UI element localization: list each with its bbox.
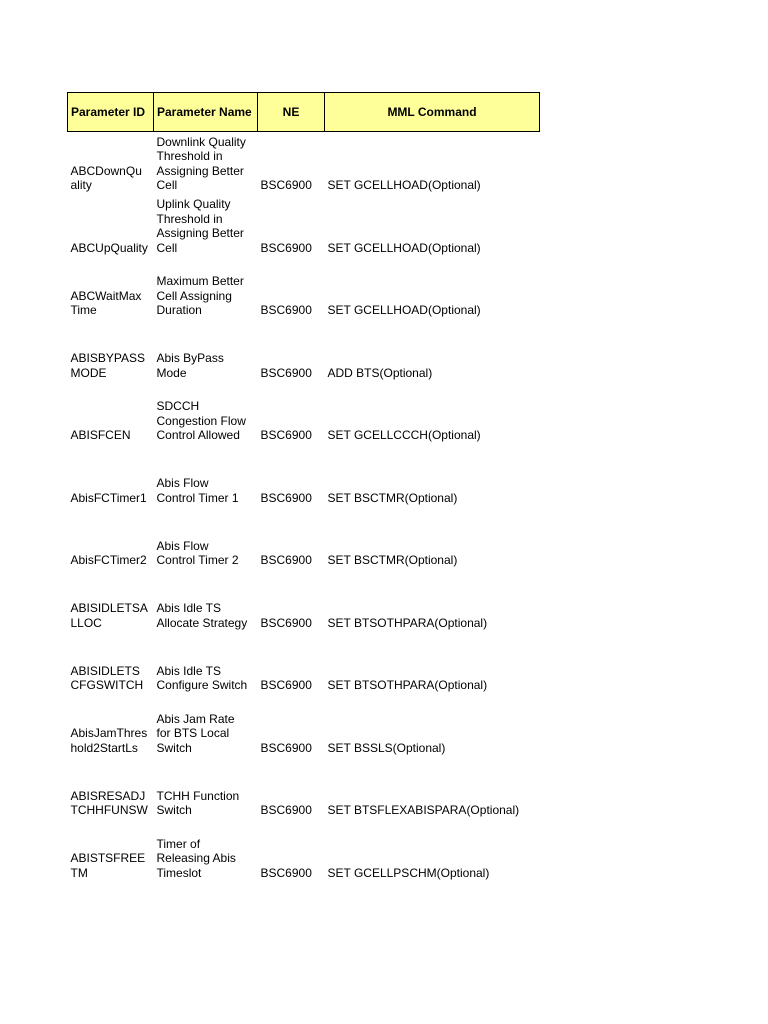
table-row (68, 695, 540, 758)
cell-parameter-name: Downlink Quality Threshold in Assigning Better Cell (156, 134, 246, 193)
table-row (68, 445, 540, 508)
cell-ne: BSC6900 (260, 553, 312, 568)
cell-ne: BSC6900 (260, 678, 312, 693)
cell-ne: BSC6900 (260, 490, 312, 505)
table-row (68, 132, 540, 196)
cell-ne: BSC6900 (260, 428, 312, 443)
table-row (68, 508, 540, 571)
table-row (68, 195, 540, 258)
cell-parameter-id: ABCWaitMax Time (70, 288, 142, 318)
cell-ne: BSC6900 (260, 178, 312, 193)
cell-parameter-name: Timer of Releasing Abis Timeslot (156, 836, 236, 880)
cell-parameter-id: ABCDownQu ality (70, 163, 142, 193)
cell-parameter-id: ABISTSFREE TM (70, 851, 146, 880)
cell-parameter-name: Abis Flow Control Timer 1 (156, 476, 239, 505)
cell-parameter-name: Abis Idle TS Configure Switch (156, 663, 248, 693)
table-row (68, 633, 540, 696)
cell-parameter-id: ABISIDLETSA LLOC (70, 601, 148, 630)
cell-ne: BSC6900 (260, 303, 312, 318)
cell-mml-command: SET GCELLHOAD(Optional) (327, 303, 481, 318)
cell-parameter-id: AbisJamThres hold2StartLs (70, 726, 148, 755)
cell-parameter-id: ABISIDLETS CFGSWITCH (70, 663, 144, 693)
cell-parameter-id: ABISBYPASS MODE (70, 351, 145, 380)
parameter-table (67, 92, 540, 883)
cell-parameter-id: AbisFCTimer1 (70, 490, 147, 505)
cell-mml-command: SET GCELLHOAD(Optional) (327, 240, 481, 255)
cell-ne: BSC6900 (260, 240, 312, 255)
cell-mml-command: SET GCELLPSCHM(Optional) (327, 865, 490, 880)
cell-mml-command: SET BSCTMR(Optional) (327, 553, 458, 568)
cell-parameter-name: Abis ByPass Mode (156, 351, 224, 380)
cell-parameter-name: TCHH Function Switch (156, 788, 240, 818)
cell-mml-command: SET GCELLCCCH(Optional) (327, 428, 481, 443)
cell-parameter-name: Abis Flow Control Timer 2 (156, 538, 239, 568)
table-row (68, 820, 540, 883)
cell-ne: BSC6900 (260, 803, 312, 818)
cell-mml-command: SET BTSOTHPARA(Optional) (327, 678, 488, 693)
header-row (68, 93, 540, 132)
cell-parameter-id: AbisFCTimer2 (70, 553, 147, 568)
table-row (68, 758, 540, 821)
cell-ne: BSC6900 (260, 365, 312, 380)
cell-parameter-name: SDCCH Congestion Flow Control Allowed (156, 399, 246, 443)
table-row (68, 383, 540, 446)
cell-mml-command: SET GCELLHOAD(Optional) (327, 178, 481, 193)
table-header (68, 93, 540, 132)
cell-mml-command: SET BTSFLEXABISPARA(Optional) (327, 803, 520, 818)
cell-mml-command: SET BSCTMR(Optional) (327, 490, 458, 505)
table-row (68, 570, 540, 633)
header-parameter-id: Parameter ID (68, 93, 154, 132)
cell-parameter-name: Uplink Quality Threshold in Assigning Better Cell (156, 197, 244, 255)
header-mml-command: MML Command (325, 93, 540, 132)
cell-parameter-name: Abis Jam Rate for BTS Local Switch (156, 711, 235, 755)
table-body (68, 132, 540, 883)
cell-mml-command: SET BSSLS(Optional) (327, 740, 446, 755)
cell-parameter-id: ABCUpQuality (70, 240, 148, 255)
cell-parameter-name: Abis Idle TS Allocate Strategy (156, 601, 248, 630)
cell-ne: BSC6900 (260, 615, 312, 630)
cell-parameter-name: Maximum Better Cell Assigning Duration (156, 274, 244, 318)
header-parameter-name: Parameter Name (154, 93, 258, 132)
header-ne: NE (258, 93, 325, 132)
cell-parameter-id: ABISRESADJ TCHHFUNSW (70, 788, 148, 818)
cell-mml-command: ADD BTS(Optional) (327, 365, 433, 380)
table-row (68, 258, 540, 321)
cell-ne: BSC6900 (260, 865, 312, 880)
cell-mml-command: SET BTSOTHPARA(Optional) (327, 615, 488, 630)
table-row (68, 320, 540, 383)
cell-ne: BSC6900 (260, 740, 312, 755)
cell-parameter-id: ABISFCEN (70, 428, 131, 443)
